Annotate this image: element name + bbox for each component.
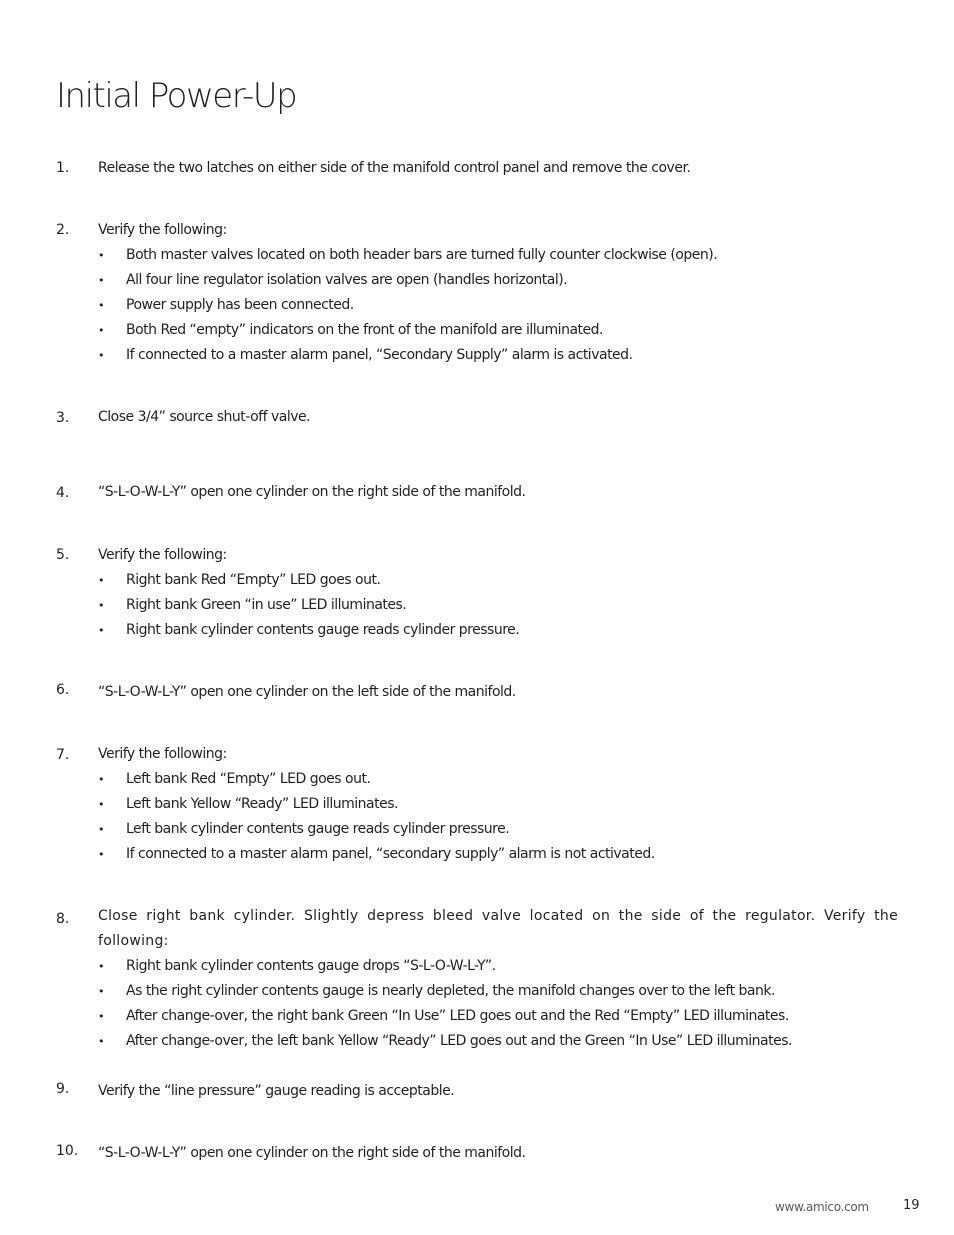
step-3: [0, 405, 954, 430]
list-item: • Both master valves located on both header bars are turned fully counter clockwise (open).: [98, 243, 898, 268]
step-text: “S-L-O-W-L-Y” open one cylinder on the right side of the manifold.: [98, 484, 526, 500]
step-number: 1.: [56, 160, 70, 176]
bullet-icon: •: [98, 1035, 104, 1048]
bullet-icon: •: [98, 985, 104, 998]
step-text: Verify the following:: [98, 222, 227, 238]
step-number: 7.: [56, 747, 70, 763]
step-number: 4.: [56, 485, 70, 501]
step-number: 5.: [56, 547, 70, 563]
list-item: • After change-over, the right bank Green “In Use” LED goes out and the Red “Empty” LED illuminates.: [98, 1004, 898, 1029]
step-number: 6.: [56, 682, 70, 698]
step-text: Close right bank cylinder. Slightly depress bleed valve located on the side of the regulator. Verify the following:: [98, 908, 898, 949]
list-item: • Both Red “empty” indicators on the front of the manifold are illuminated.: [98, 318, 898, 343]
bullet-icon: •: [98, 349, 104, 362]
bullet-icon: •: [98, 773, 104, 786]
bullet-icon: •: [98, 274, 104, 287]
list-item: • Right bank cylinder contents gauge drops “S-L-O-W-L-Y”.: [98, 954, 898, 979]
step-number: 10.: [56, 1143, 79, 1159]
list-item: • If connected to a master alarm panel, “Secondary Supply” alarm is activated.: [98, 343, 898, 368]
bullet-icon: •: [98, 624, 104, 637]
step-8: [0, 904, 954, 1054]
bullet-icon: •: [98, 798, 104, 811]
list-item: • Right bank cylinder contents gauge reads cylinder pressure.: [98, 618, 898, 643]
bullet-icon: •: [98, 848, 104, 861]
bullet-icon: •: [98, 960, 104, 973]
bullet-icon: •: [98, 823, 104, 836]
step-text: Verify the “line pressure” gauge reading is acceptable.: [98, 1083, 455, 1099]
bullet-list: [98, 243, 898, 368]
step-number: 9.: [56, 1081, 70, 1097]
list-item: • Right bank Red “Empty” LED goes out.: [98, 568, 898, 593]
step-number: 8.: [56, 911, 70, 927]
step-text: Close 3/4” source shut-off valve.: [98, 409, 311, 425]
step-text: Verify the following:: [98, 547, 227, 563]
step-9: [0, 1079, 954, 1104]
step-5: [0, 543, 954, 643]
bullet-icon: •: [98, 574, 104, 587]
bullet-list: [98, 767, 898, 867]
bullet-icon: •: [98, 249, 104, 262]
list-item: • As the right cylinder contents gauge is nearly depleted, the manifold changes over to the left bank.: [98, 979, 898, 1004]
bullet-icon: •: [98, 599, 104, 612]
list-item: • Right bank Green “in use” LED illuminates.: [98, 593, 898, 618]
bullet-list: [98, 954, 898, 1054]
step-text: “S-L-O-W-L-Y” open one cylinder on the left side of the manifold.: [98, 684, 516, 700]
page-title: Initial Power-Up: [56, 76, 297, 116]
list-item: • Left bank Yellow “Ready” LED illuminates.: [98, 792, 898, 817]
step-text: Release the two latches on either side of the manifold control panel and remove the cover.: [98, 160, 691, 176]
bullet-icon: •: [98, 324, 104, 337]
list-item: • Left bank Red “Empty” LED goes out.: [98, 767, 898, 792]
bullet-icon: •: [98, 299, 104, 312]
list-item: • If connected to a master alarm panel, “secondary supply” alarm is not activated.: [98, 842, 898, 867]
list-item: • After change-over, the left bank Yellow “Ready” LED goes out and the Green “In Use” LED illuminates.: [98, 1029, 898, 1054]
step-7: [0, 742, 954, 867]
list-item: • All four line regulator isolation valves are open (handles horizontal).: [98, 268, 898, 293]
step-number: 3.: [56, 410, 70, 426]
list-item: • Power supply has been connected.: [98, 293, 898, 318]
list-item: • Left bank cylinder contents gauge reads cylinder pressure.: [98, 817, 898, 842]
step-number: 2.: [56, 222, 70, 238]
step-1: [0, 156, 954, 181]
step-text: Verify the following:: [98, 746, 227, 762]
bullet-list: [98, 568, 898, 643]
step-2: [0, 218, 954, 368]
step-6: [0, 680, 954, 705]
step-text: “S-L-O-W-L-Y” open one cylinder on the right side of the manifold.: [98, 1145, 526, 1161]
step-10: [0, 1141, 954, 1166]
bullet-icon: •: [98, 1010, 104, 1023]
step-4: [0, 480, 954, 505]
footer-url: www.amico.com: [775, 1200, 869, 1214]
page-number: 19: [903, 1198, 920, 1213]
